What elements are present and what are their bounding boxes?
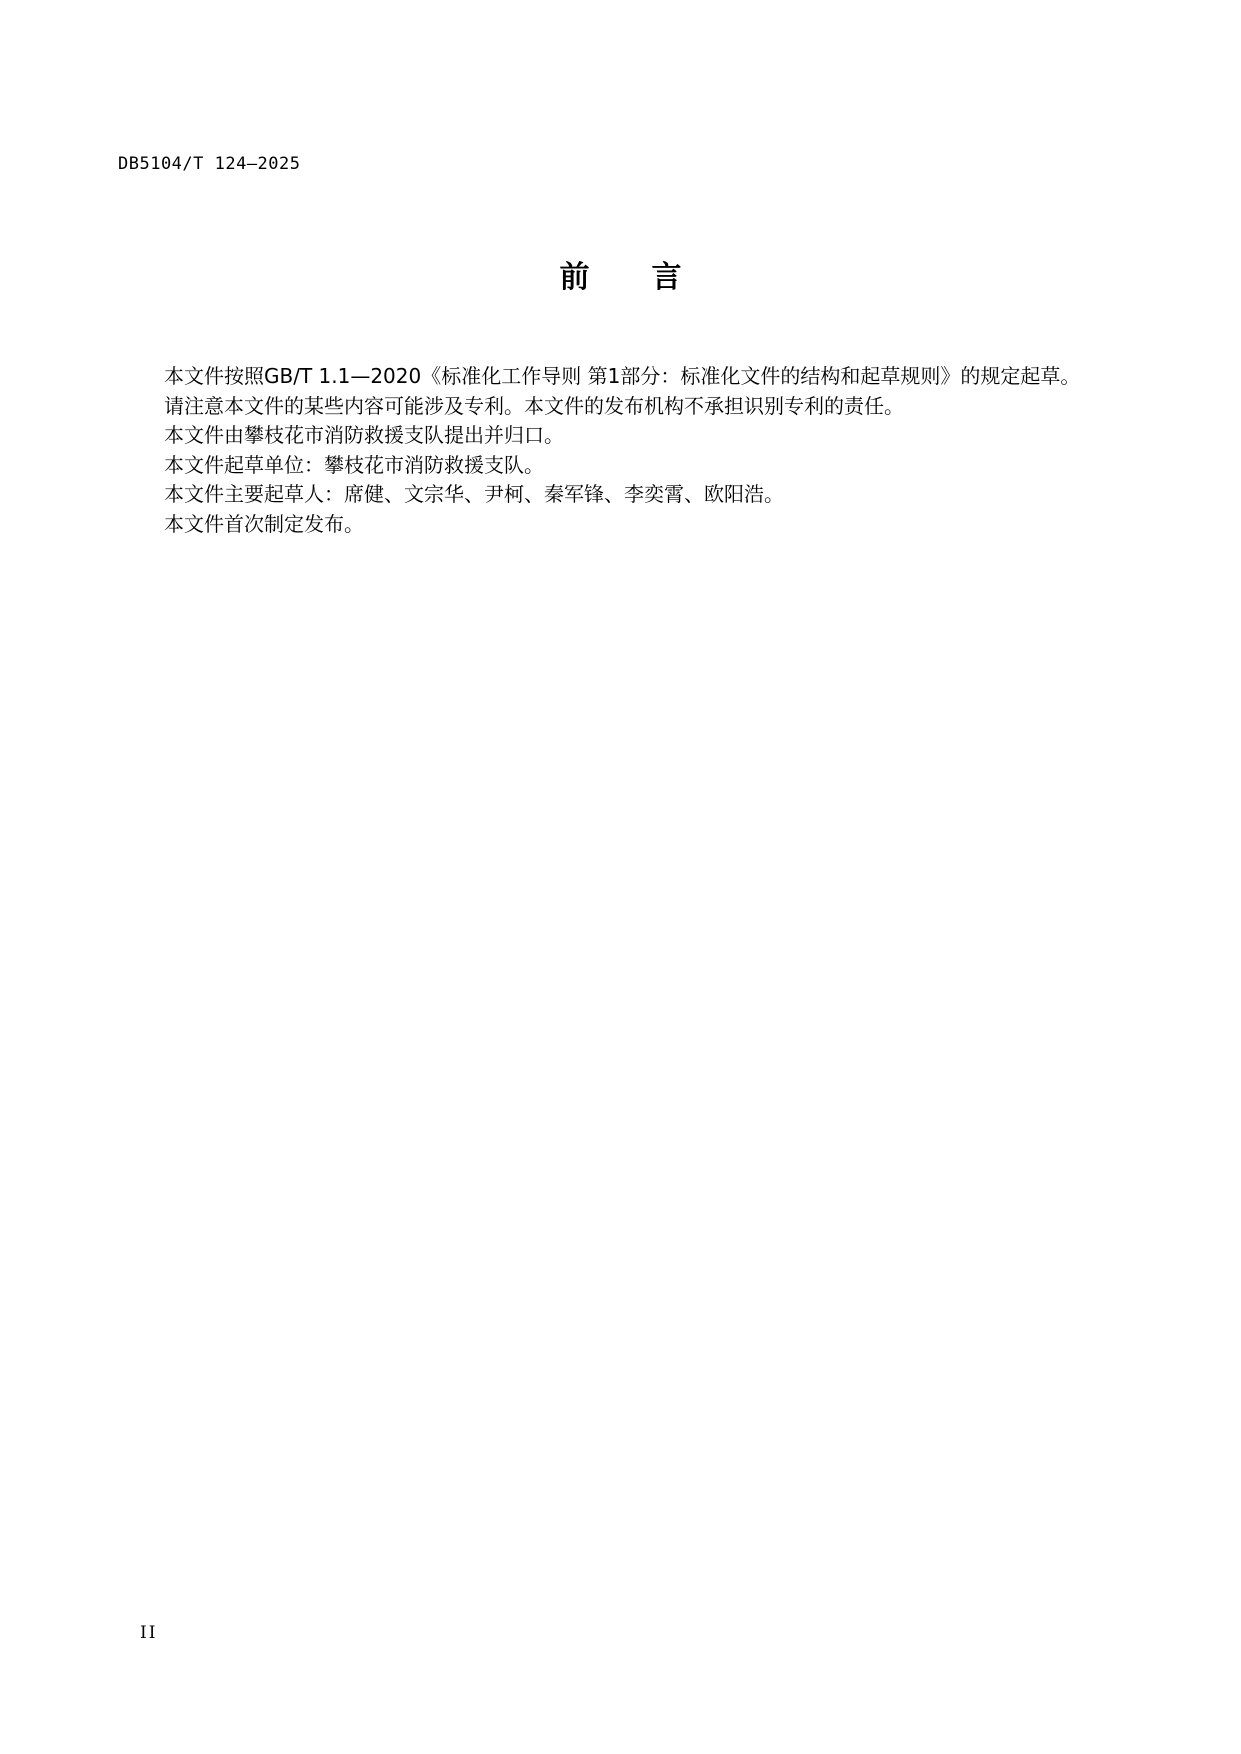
title-char-1: 前 bbox=[559, 260, 590, 295]
paragraph-drafting-unit: 本文件起草单位：攀枝花市消防救援支队。 bbox=[164, 452, 544, 477]
foreword-body bbox=[120, 362, 1100, 539]
document-code: DB5104/T 124—2025 bbox=[118, 154, 301, 174]
paragraph-drafters: 本文件主要起草人：席健、文宗华、尹柯、秦军锋、李奕霄、欧阳浩。 bbox=[164, 482, 784, 506]
page-number: II bbox=[140, 1623, 158, 1643]
section-title bbox=[0, 258, 1241, 298]
paragraph-proposer: 本文件由攀枝花市消防救援支队提出并归口。 bbox=[164, 423, 564, 447]
paragraph-drafting-basis: 本文件按照GB/T 1.1—2020《标准化工作导则 第1部分：标准化文件的结构和起草规则》的规定起草。 bbox=[164, 364, 1081, 388]
paragraph-patent-notice: 请注意本文件的某些内容可能涉及专利。本文件的发布机构不承担识别专利的责任。 bbox=[164, 393, 904, 418]
paragraph-first-issue: 本文件首次制定发布。 bbox=[164, 511, 364, 536]
title-char-2: 言 bbox=[651, 260, 682, 295]
